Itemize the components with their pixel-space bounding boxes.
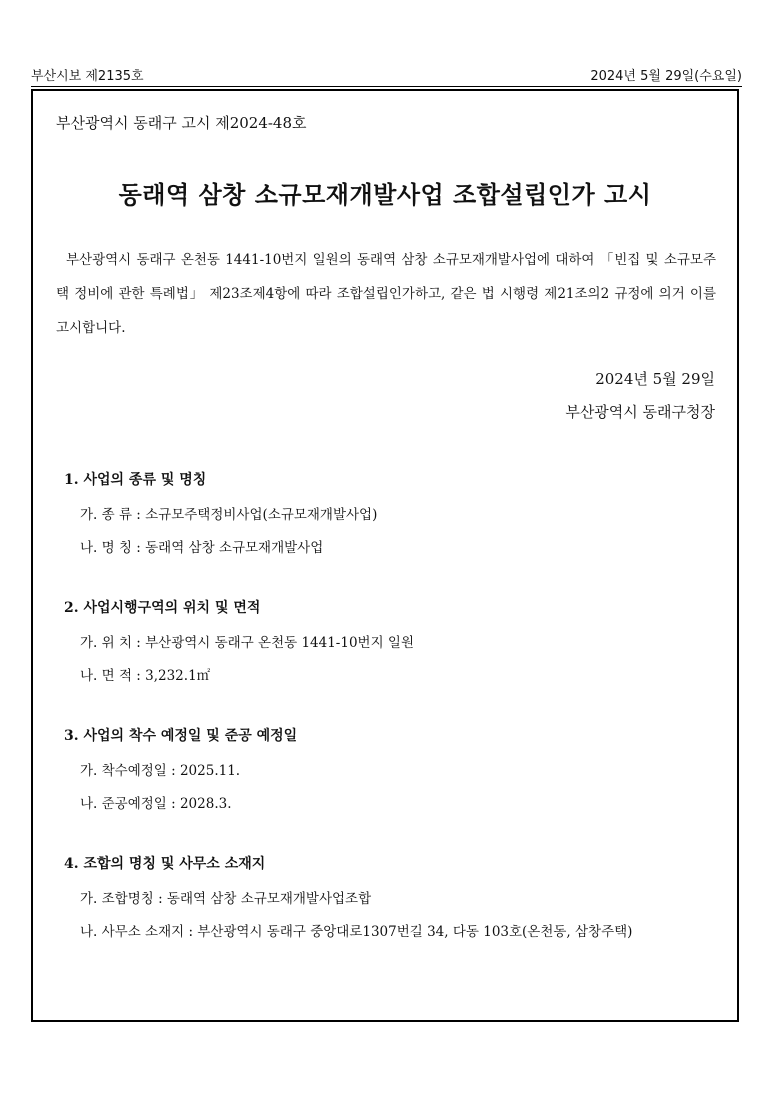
notice-title: 동래역 삼창 소규모재개발사업 조합설립인가 고시 [118, 181, 652, 209]
section-title: 1. 사업의 종류 및 명칭 [64, 472, 207, 488]
running-header [31, 64, 742, 87]
publication-date: 2024년 5월 29일(수요일) [590, 69, 742, 84]
section-item: 가. 종 류 : 소규모주택정비사업(소규모재개발사업) [80, 507, 378, 523]
section-title: 4. 조합의 명칭 및 사무소 소재지 [64, 856, 266, 872]
section-title: 2. 사업시행구역의 위치 및 면적 [64, 600, 261, 616]
section-item: 나. 준공예정일 : 2028.3. [80, 796, 232, 812]
section-item: 가. 조합명칭 : 동래역 삼창 소규모재개발사업조합 [80, 891, 372, 907]
section-item: 나. 면 적 : 3,232.1㎡ [80, 668, 211, 684]
section-item: 나. 명 칭 : 동래역 삼창 소규모재개발사업 [80, 540, 324, 556]
section-title: 3. 사업의 착수 예정일 및 준공 예정일 [64, 728, 298, 744]
notice-number: 부산광역시 동래구 고시 제2024-48호 [56, 114, 307, 132]
notice-body: 부산광역시 동래구 온천동 1441-10번지 일원의 동래역 삼창 소규모재개발사업에 대하여 「빈집 및 소규모주택 정비에 관한 특례법」 제23조제4항에 따라 조합설립인가하고, 같은 법 시행령 제21조의2 규정에 의거 이를 고시합니다. [56, 252, 716, 336]
section-item: 가. 착수예정일 : 2025.11. [80, 763, 241, 779]
signature-authority: 부산광역시 동래구청장 [565, 403, 715, 421]
signature-date: 2024년 5월 29일 [595, 370, 715, 388]
section-item: 나. 사무소 소재지 : 부산광역시 동래구 중앙대로1307번길 34, 다동 103호(온천동, 삼창주택) [80, 924, 633, 940]
section-item: 가. 위 치 : 부산광역시 동래구 온천동 1441-10번지 일원 [80, 635, 415, 651]
publication-issue: 부산시보 제2135호 [31, 69, 144, 84]
